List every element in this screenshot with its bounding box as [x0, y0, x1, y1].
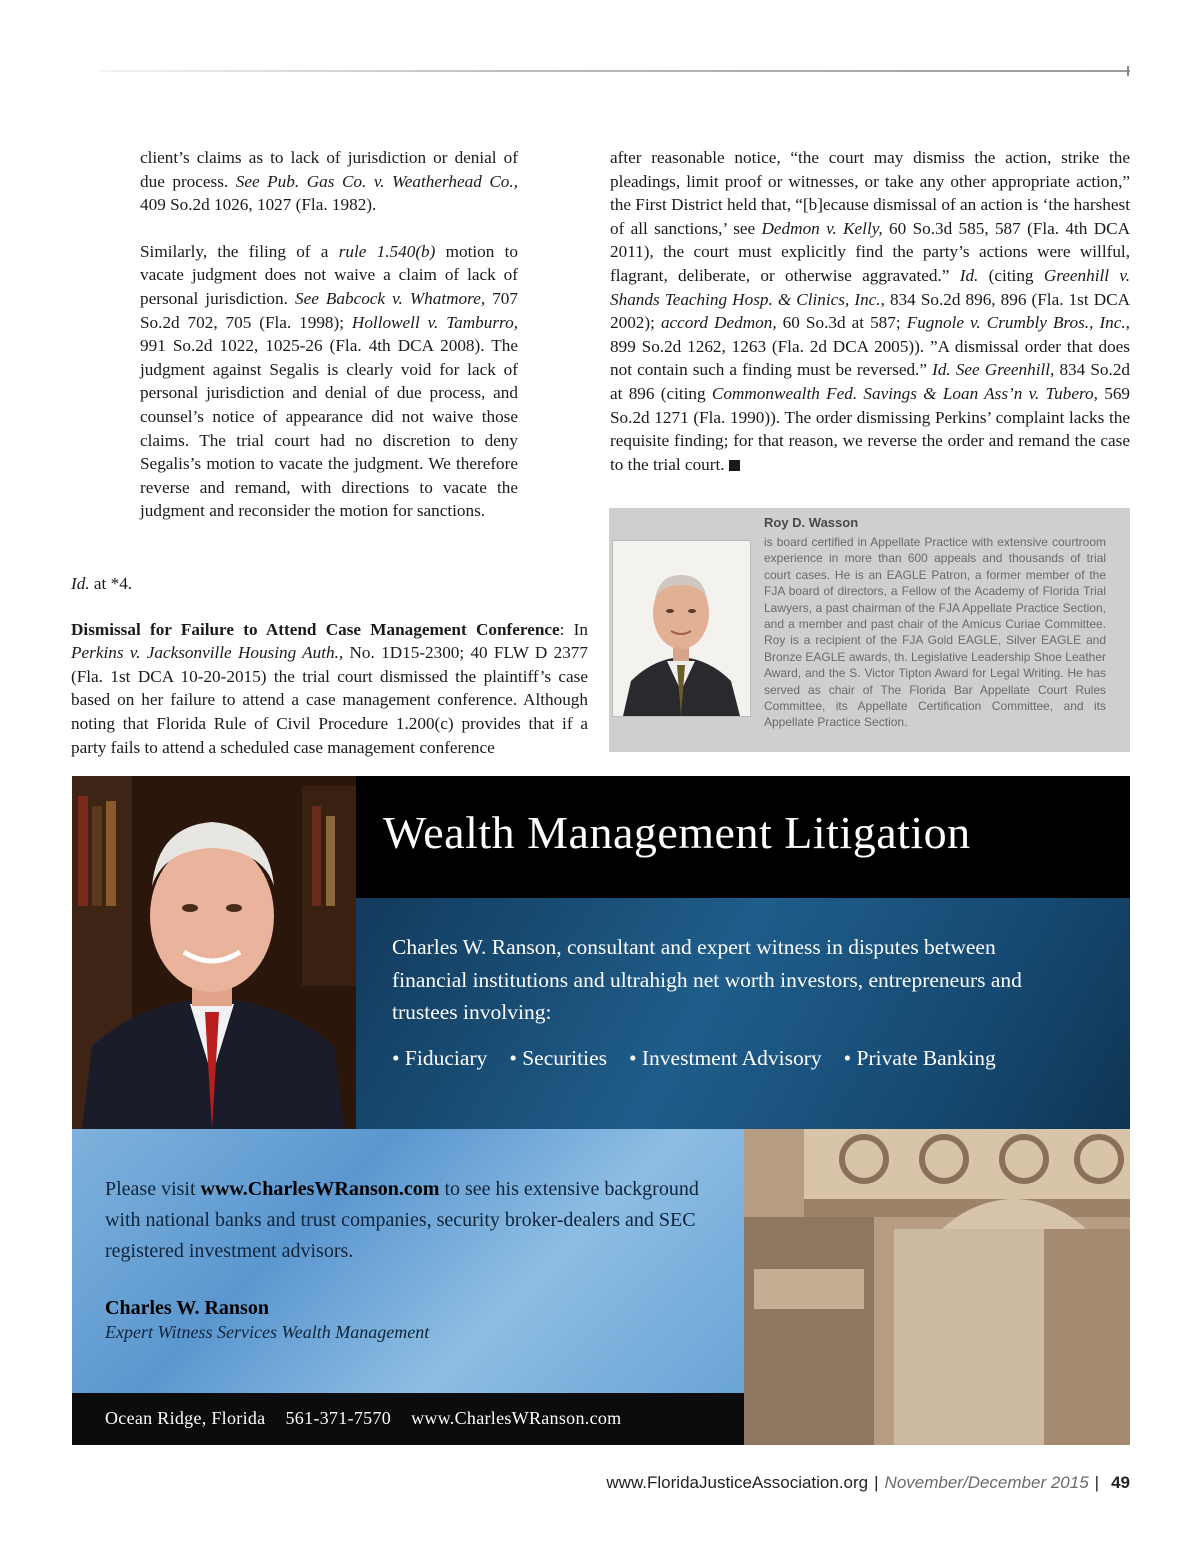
service-item: • Fiduciary [392, 1046, 488, 1070]
section-heading: Dismissal for Failure to Attend Case Management Conference [71, 619, 560, 639]
quote-text: 409 So.2d 1026, 1027 (Fla. 1982). [140, 195, 377, 215]
quote-citation: See Babcock v. Whatmore, [294, 288, 486, 308]
header-rule-end [1127, 66, 1129, 76]
section-text: No. 1D15-2300; 40 FLW D 2377 (Fla. 1st DCA 10-20-2015) the trial court dismissed the plaintiff’s case based on her failure to attend a case management conference. Although noting that Florida Rule of Civil Procedure 1.200(c) provides that if a party fails to attend a scheduled case management conference [71, 643, 588, 757]
case-citation: Id. See Greenhill, [932, 360, 1055, 380]
quote-citation: Hollowell v. Tamburro, [351, 312, 518, 332]
body-text: 899 So.2d 1262, 1263 (Fla. 2d DCA 2005)). ”A dismissal order that does not contain such a finding must be reversed.” [610, 336, 1130, 380]
body-text: after reasonable notice, “the court may dismiss the action, strike the pleadings, limit proof or witnesses, or take any other appropriate action,” the First District held that, “[b]ecause dismissal of an action is ‘the harshest of all sanctions,’ see [610, 148, 1130, 238]
quote-text: client’s claims as to lack of jurisdiction or denial of due process. [140, 148, 518, 191]
end-mark-icon [729, 460, 740, 471]
visit-text: to see his extensive background with national banks and trust companies, security broker-dealers and SEC registered investment advisors. [105, 1178, 699, 1262]
id-reference [71, 572, 588, 596]
quote-text: Similarly, the filing of a [140, 241, 339, 261]
case-citation: Id. [959, 265, 979, 285]
footer-website[interactable]: www.FloridaJusticeAssociation.org [606, 1473, 869, 1492]
ad-photo [72, 776, 356, 1129]
body-text: 60 So.3d at 587; [776, 313, 907, 333]
page-number: 49 [1111, 1473, 1130, 1492]
case-citation: Perkins v. Jacksonville Housing Auth., [71, 643, 344, 663]
id-citation: Id. [71, 574, 90, 593]
left-column [71, 572, 588, 781]
footer-issue: November/December 2015 [884, 1473, 1089, 1492]
body-text: 60 So.3d 585, 587 (Fla. 4th DCA 2011), the court must explicitly find the party’s actions were willful, flagrant, deliberate, or otherwise aggravated.” [610, 218, 1130, 285]
quote-paragraph-1 [140, 146, 518, 217]
quote-text: motion to vacate judgment does not waive a claim of lack of personal jurisdiction. [140, 241, 518, 308]
ad-title: Wealth Management Litigation [383, 807, 971, 858]
case-citation: Fugnole v. Crumbly Bros., Inc., [906, 313, 1130, 333]
right-column [610, 146, 1130, 476]
body-text: (citing [978, 265, 1044, 285]
ad-location: Ocean Ridge, Florida [105, 1408, 266, 1428]
case-citation: Greenhill v. Shands Teaching Hosp. & Clinics, Inc. [610, 265, 1130, 309]
page-footer [606, 1473, 1130, 1493]
footer-separator: | [1094, 1473, 1100, 1492]
service-item: • Investment Advisory [629, 1046, 822, 1070]
id-text: at *4. [89, 574, 133, 593]
ad-services-list [392, 1046, 1018, 1071]
header-rule [100, 70, 1130, 72]
case-citation: Dedmon v. Kelly, [761, 218, 883, 238]
author-bio-text: is board certified in Appellate Practice with extensive courtroom experience in more than 600 appeals and thousands of trial court cases. He is an EAGLE Patron, a former member of the FJA board of directors, a Fellow of the Academy of Florida Trial Lawyers, a past chairman of the FJA Appellate Practice Section, and a member and past chair of the Amicus Curiae Committee. Roy is a recipient of the FJA Gold EAGLE, Silver EAGLE and Bronze EAGLE awards, th. Legislative Leadership Shoe Leather Award, and the S. Victor Tipton Award for Legal Writing. He has served as chair of The Florida Bar Appellate Court Rules Committee, its Appellate Certification Committee, and its Appellate Practice Section. [764, 535, 1106, 730]
ranson-portrait-icon [72, 776, 356, 1129]
ad-visit-text [105, 1174, 705, 1267]
service-item: • Private Banking [843, 1046, 996, 1070]
column-capital-icon [744, 1129, 1130, 1445]
ad-phone: 561-371-7570 [285, 1408, 392, 1428]
website-link[interactable]: www.CharlesWRanson.com [200, 1178, 440, 1200]
quote-text: 707 So.2d 702, 705 (Fla. 1998); [140, 288, 518, 332]
author-name: Roy D. Wasson [764, 515, 859, 530]
ad-person-name: Charles W. Ranson [105, 1297, 269, 1319]
advertisement [72, 776, 1130, 1445]
footer-separator: | [874, 1473, 879, 1492]
author-photo [612, 540, 751, 717]
rule-reference: rule 1.540(b) [338, 241, 436, 261]
author-portrait-icon [613, 541, 750, 716]
ad-contact-info [105, 1408, 641, 1429]
quote-paragraph-2 [140, 240, 518, 523]
quote-citation: See Pub. Gas Co. v. Weatherhead Co., [235, 171, 518, 191]
section-paragraph [71, 618, 588, 760]
case-citation: accord Dedmon, [660, 313, 777, 333]
ad-website[interactable]: www.CharlesWRanson.com [411, 1408, 622, 1428]
ad-column-image [744, 1129, 1130, 1445]
quote-text: 991 So.2d 1022, 1025-26 (Fla. 4th DCA 2008). The judgment against Segalis is clearly void for lack of personal jurisdiction and denial of due process, and counsel’s notice of appearance did not waive those claims. The trial court had no discretion to deny Segalis’s motion to vacate the judgment. We therefore reverse and remand, with directions to vacate the judgment and reconsider the motion for sanctions. [140, 336, 518, 521]
heading-colon: : In [559, 619, 588, 639]
block-quote [140, 146, 518, 546]
case-citation: Commonwealth Fed. Savings & Loan Ass’n v. Tubero, [711, 383, 1098, 403]
body-text: , 834 So.2d 896, 896 (Fla. 1st DCA 2002); [610, 289, 1130, 333]
body-text: 569 So.2d 1271 (Fla. 1990)). The order dismissing Perkins’ complaint lacks the requisite finding; for that reason, we reverse the order and remand the case to the trial court. [610, 383, 1131, 474]
service-item: • Securities [509, 1046, 607, 1070]
ad-person-subtitle: Expert Witness Services Wealth Management [105, 1322, 430, 1342]
body-text: 834 So.2d at 896 (citing [610, 360, 1131, 403]
visit-text: Please visit [105, 1178, 201, 1200]
ad-intro: Charles W. Ranson, consultant and expert witness in disputes between financial institutions and ultrahigh net worth investors, entrepreneurs and trustees involving: [392, 935, 1022, 1024]
right-paragraph [610, 146, 1130, 476]
